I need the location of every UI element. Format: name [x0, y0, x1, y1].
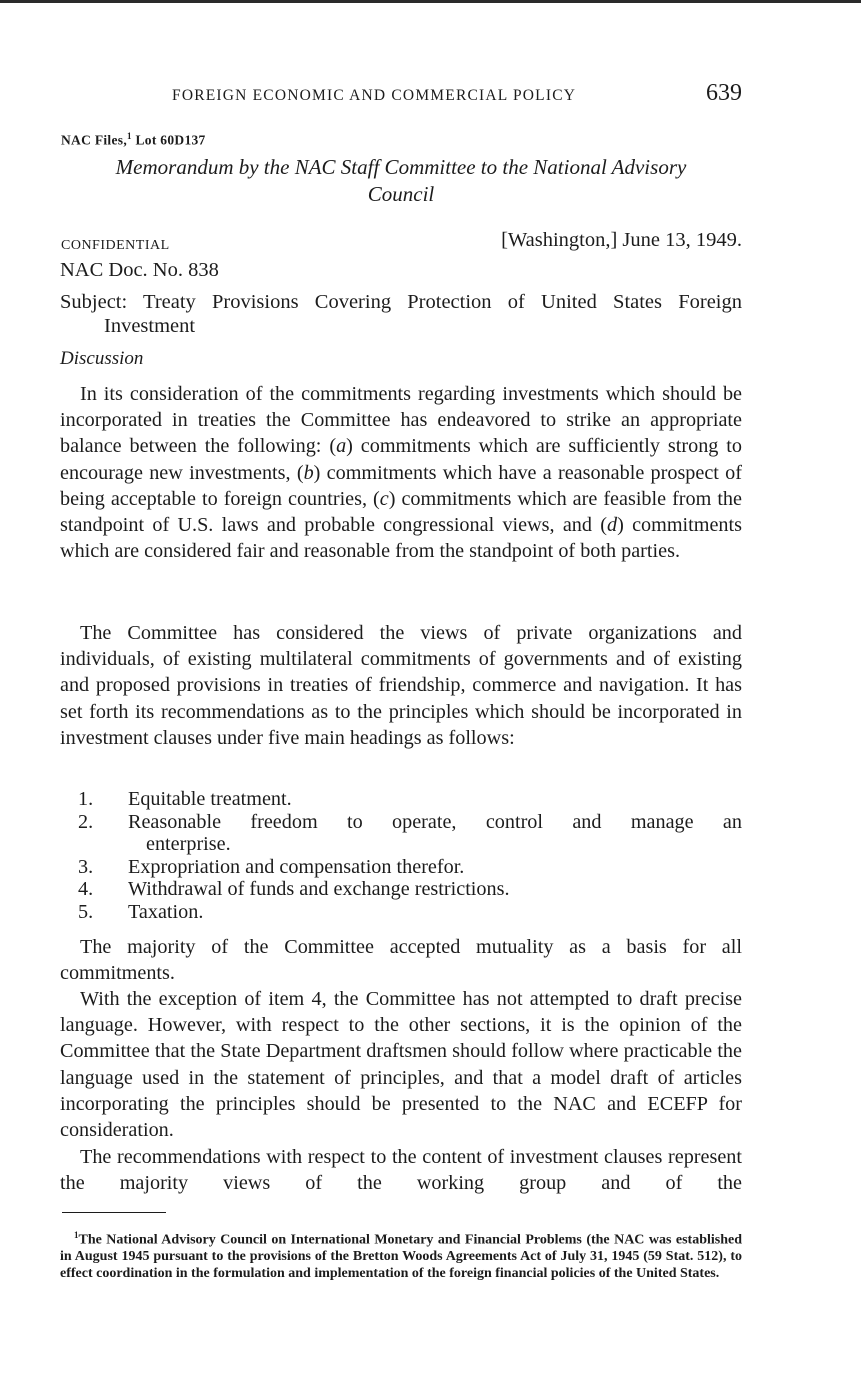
list-item-number: 5.	[78, 900, 94, 923]
clause-mark-a: (a)	[329, 435, 353, 458]
headings-list	[78, 788, 742, 923]
source-citation	[61, 131, 206, 149]
paragraph-3-text: The majority of the Committee accepted mutuality as a basis for all commitments.	[60, 936, 742, 985]
footnote-number: 1	[74, 1230, 79, 1240]
clause-mark-d: (d)	[600, 514, 624, 537]
list-item-number: 4.	[78, 878, 94, 900]
clause-mark-c: (c)	[373, 487, 396, 510]
list-item	[78, 788, 742, 811]
list-item-text: Reasonable freedom to operate, control and manage an	[128, 810, 742, 833]
paragraph-1-text-d: commitments which are feasible from the standpoint of U.S. laws and probable congressional views, and	[60, 487, 742, 537]
document-title-line-1: Memorandum by the NAC Staff Committee to the National Advisory	[115, 155, 687, 179]
paragraph-1-text-b: commitments which are sufficiently strong to encourage new investments,	[60, 435, 742, 484]
paragraph-1-text-e: commitments which are considered fair and reasonable from the standpoint of both parties.	[60, 514, 742, 563]
top-border-rule	[0, 0, 861, 3]
footnote-marker: 1	[127, 131, 132, 141]
paragraph-1	[60, 381, 742, 564]
paragraph-1-text-a: In its consideration of the commitments regarding investments which should be incorporated in treaties the Committee has endeavored to strike an appropriate balance between the following:	[60, 383, 742, 458]
source-lot: Lot 60D137	[131, 132, 206, 148]
list-item	[78, 878, 742, 901]
paragraph-4-text: With the exception of item 4, the Committee has not attempted to draft precise language. However, with respect to the other sections, it is the opinion of the Committee that the State Department draftsmen should follow where practicable the language used in the statement of principles, and that a model draft of articles incorporating the principles should be presented to the NAC and ECEFP for consideration.	[60, 988, 742, 1142]
paragraph-1-text-c: commitments which have a reasonable prospect of being acceptable to foreign countries,	[60, 461, 742, 510]
clause-mark-b: (b)	[296, 461, 321, 484]
list-item	[78, 901, 742, 924]
document-number: NAC Doc. No. 838	[60, 259, 219, 281]
list-item-text: Withdrawal of funds and exchange restrictions.	[128, 878, 510, 900]
dateline: [Washington,] June 13, 1949.	[501, 229, 742, 251]
section-heading: Discussion	[60, 348, 144, 369]
document-title	[60, 154, 742, 208]
list-item-number: 3.	[78, 855, 94, 878]
list-item-text: Expropriation and compensation therefor.	[128, 855, 465, 878]
classification-label: CONFIDENTIAL	[61, 238, 170, 253]
document-title-line-2: Council	[367, 182, 435, 206]
running-head	[60, 80, 742, 108]
subject-line: Subject: Treaty Provisions Covering Protection of United States Foreign Investment	[60, 291, 742, 337]
footnote-text: The National Advisory Council on International Monetary and Financial Problems (the NAC was established in August 1945 pursuant to the provisions of the Bretton Woods Agreements Act of July 31, 1945 (59 Stat. 512), to effect coordination in the formulation and implementation of the foreign financial policies of the United States.	[60, 1232, 742, 1281]
list-item	[78, 856, 742, 879]
paragraph-3	[60, 934, 742, 986]
paragraph-5	[60, 1144, 742, 1196]
page-number: 639	[706, 80, 742, 106]
list-item-number: 2.	[78, 810, 94, 833]
list-item	[78, 811, 742, 856]
source-label: NAC Files,	[61, 132, 127, 148]
footnote	[60, 1227, 742, 1282]
paragraph-4	[60, 986, 742, 1143]
list-item-text: Taxation.	[128, 900, 204, 923]
paragraph-5-text: The recommendations with respect to the content of investment clauses represent the majority views of the working group and of the	[60, 1146, 742, 1195]
running-title: FOREIGN ECONOMIC AND COMMERCIAL POLICY	[172, 87, 577, 104]
list-item-text: Equitable treatment.	[128, 788, 292, 810]
list-item-number: 1.	[78, 788, 94, 810]
paragraph-2	[60, 620, 742, 751]
paragraph-2-text: The Committee has considered the views of private organizations and individuals, of existing multilateral commitments of governments and of existing and proposed provisions in treaties of friendship, commerce and navigation. It has set forth its recommendations as to the principles which should be incorporated in investment clauses under five main headings as follows:	[60, 622, 742, 749]
footnote-divider	[62, 1212, 166, 1213]
list-item-text-continued: enterprise.	[146, 833, 231, 855]
